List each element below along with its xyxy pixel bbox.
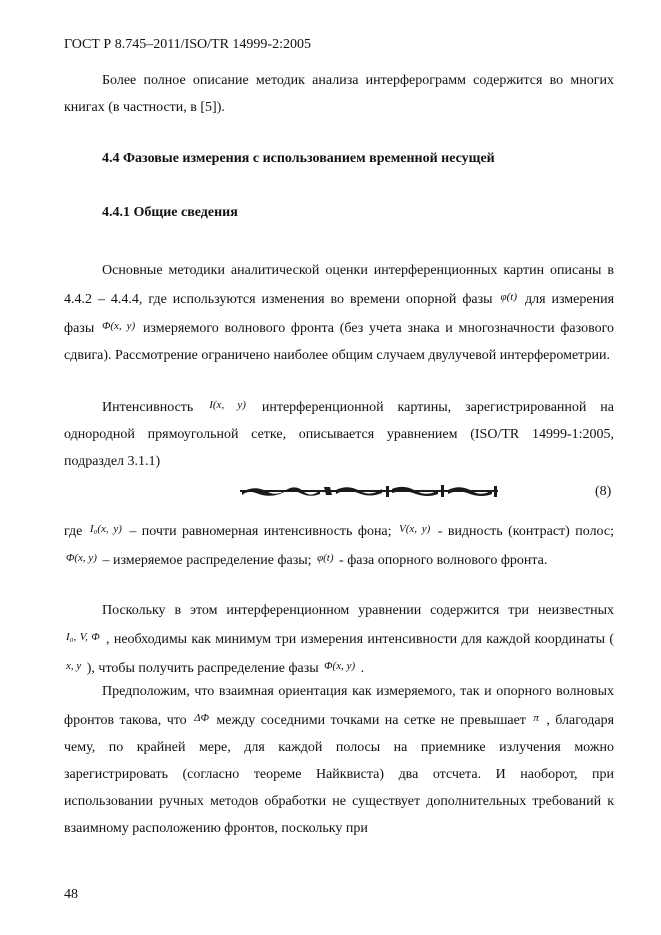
text-run: , необходимы как минимум три измерения интенсивности для каждой координаты ( bbox=[106, 632, 614, 647]
equation-image bbox=[240, 484, 498, 498]
paragraph-where bbox=[64, 516, 614, 574]
subsection-heading: 4.4.1 Общие сведения bbox=[102, 205, 238, 220]
text-run: ), чтобы получить распределение фазы bbox=[86, 661, 319, 676]
paragraph-unknowns bbox=[64, 597, 614, 682]
text-run: измеряемого волнового фронта (без учета знака и многозначности фазового сдвига). Рассмотрение ограничено наиболее общим случаем двулучевой интерферометрии. bbox=[64, 321, 615, 363]
formula-visibility: V(x, y) bbox=[399, 523, 431, 535]
formula-phase-difference: ΔΦ bbox=[194, 712, 209, 724]
text-run: Основные методики аналитической оценки интерференционных картин описаны в 4.4.2 – 4.4.4, где используются изменения во времени опорной фазы bbox=[64, 263, 614, 307]
paragraph-intro: Более полное описание методик анализа интерферограмм содержится во многих книгах (в частности, в [5]). bbox=[64, 73, 614, 115]
paragraph-methods bbox=[64, 257, 614, 369]
paragraph-intensity bbox=[64, 392, 614, 475]
text-run: - фаза опорного волнового фронта. bbox=[339, 553, 548, 568]
formula-background-intensity: I₀(x, y) bbox=[89, 523, 122, 535]
formula-measured-phase: Φ(x, y) bbox=[66, 552, 97, 564]
text-run: где bbox=[64, 524, 83, 539]
text-run: – измеряемое распределение фазы; bbox=[102, 553, 312, 568]
formula-pi: π bbox=[533, 712, 539, 724]
formula-intensity: I(x, y) bbox=[209, 399, 246, 411]
formula-reference-phase: φ(t) bbox=[317, 552, 334, 564]
page-number: 48 bbox=[64, 887, 78, 902]
text-run: . bbox=[360, 661, 365, 676]
text-run: – почти равномерная интенсивность фона; bbox=[129, 524, 392, 539]
formula-unknowns: I₀, V, Φ bbox=[66, 631, 100, 643]
formula-reference-phase: φ(t) bbox=[500, 291, 517, 303]
text-run: Поскольку в этом интерференционном уравнении содержится три неизвестных bbox=[102, 603, 614, 618]
equation-number: (8) bbox=[595, 484, 612, 499]
document-header: ГОСТ Р 8.745–2011/ISO/TR 14999-2:2005 bbox=[64, 37, 311, 52]
formula-measured-phase: Φ(x, y) bbox=[101, 320, 136, 332]
formula-coordinates: x, y bbox=[66, 660, 82, 672]
text-run: Интенсивность bbox=[102, 400, 194, 415]
text-run: между соседними точками на сетке не превышает bbox=[216, 713, 526, 728]
formula-measured-phase: Φ(x, y) bbox=[324, 660, 356, 672]
text-run: , благодаря чему, по крайней мере, для каждой полосы на приемнике излучения можно зарегистрировать (согласно теореме Найквиста) два отсчета. И наоборот, при использовании ручных методов обработки не существует дополнительных требований к взаимному расположению фронтов, поскольку при bbox=[64, 713, 615, 836]
text-run: интерференционной картины, зарегистрированной на однородной прямоугольной сетке, описывается уравнением (ISO/TR 14999-1:2005, подраздел 3.1.1) bbox=[64, 400, 615, 469]
text-run: - видность (контраст) полос; bbox=[437, 524, 615, 539]
section-heading: 4.4 Фазовые измерения с использованием временной несущей bbox=[102, 151, 495, 166]
paragraph-assumption bbox=[64, 678, 614, 842]
text-run: Предположим, что взаимная ориентация как измеряемого, так и опорного волновых фронтов такова, что bbox=[64, 684, 614, 728]
text-run: для измерения фазы bbox=[64, 292, 615, 336]
